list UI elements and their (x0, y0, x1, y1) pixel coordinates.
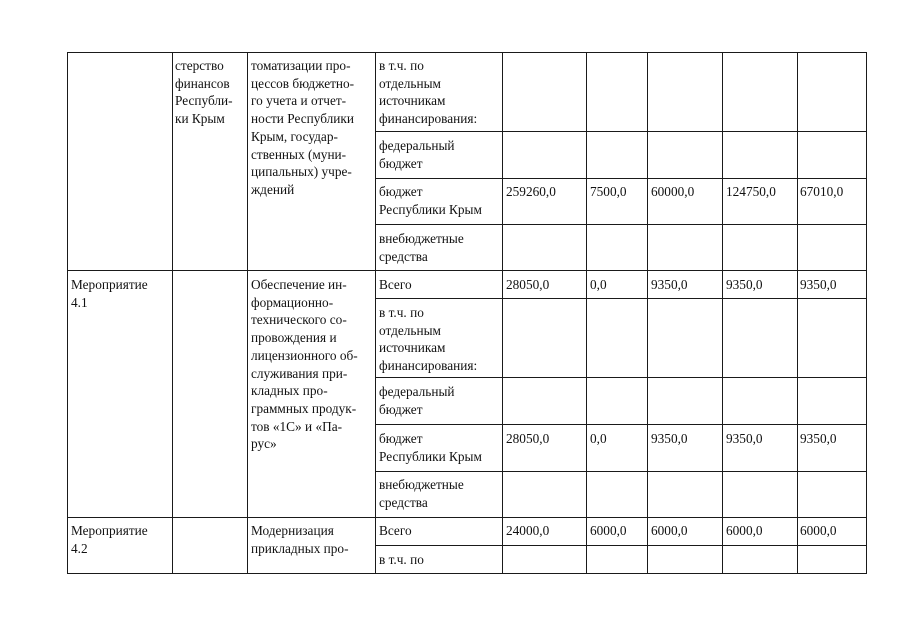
amount-total: 28050,0 (506, 277, 550, 292)
amount-year: 9350,0 (726, 277, 763, 292)
row-divider (375, 545, 867, 546)
amount-year: 124750,0 (726, 184, 776, 199)
row-divider (375, 131, 867, 132)
activity-name: Мероприятие 4.2 (71, 523, 148, 556)
amount-year: 60000,0 (651, 184, 695, 199)
funding-source-label: в т.ч. по (379, 552, 424, 567)
amount-year: 9350,0 (800, 277, 837, 292)
funding-source-label: внебюджетные средства (379, 477, 464, 510)
column-divider (502, 52, 503, 574)
amount-year: 6000,0 (651, 523, 688, 538)
row-divider (375, 224, 867, 225)
amount-year: 6000,0 (590, 523, 627, 538)
amount-total: 28050,0 (506, 431, 550, 446)
column-divider (375, 52, 376, 574)
amount-year: 7500,0 (590, 184, 627, 199)
funding-source-label: федеральный бюджет (379, 138, 455, 171)
activity-description: томатизации про- цессов бюджетно- го учета и отчет- ности Республики Крым, государ- ственных (муни- ципальных) учре- ждений (251, 58, 355, 197)
row-divider (375, 424, 867, 425)
column-divider (586, 52, 587, 574)
table-border-top (67, 52, 867, 53)
funding-source-label: бюджет Республики Крым (379, 431, 482, 464)
column-divider (247, 52, 248, 574)
column-divider (67, 52, 68, 574)
activity-name: Мероприятие 4.1 (71, 277, 148, 310)
row-divider (375, 377, 867, 378)
activity-description: Модернизация прикладных про- (251, 523, 349, 556)
amount-year: 67010,0 (800, 184, 844, 199)
funding-source-label: внебюджетные средства (379, 231, 464, 264)
row-divider (67, 270, 867, 271)
funding-source-label: федеральный бюджет (379, 384, 455, 417)
amount-year: 6000,0 (726, 523, 763, 538)
executor-cell: стерство финансов Республи- ки Крым (175, 58, 233, 127)
column-divider (797, 52, 798, 574)
row-divider (375, 178, 867, 179)
funding-source-label: Всего (379, 523, 412, 538)
amount-year: 9350,0 (651, 277, 688, 292)
amount-total: 24000,0 (506, 523, 550, 538)
amount-year: 9350,0 (800, 431, 837, 446)
activity-description: Обеспечение ин- формационно- технического со- провождения и лицензионного об- служивания при- кладных про- граммных продук- тов «1С» и «Па- рус» (251, 277, 358, 452)
row-divider (67, 517, 867, 518)
funding-source-label: в т.ч. по отдельным источникам финансирования: (379, 58, 478, 127)
column-divider (722, 52, 723, 574)
row-divider (375, 298, 867, 299)
funding-source-label: Всего (379, 277, 412, 292)
amount-year: 0,0 (590, 277, 607, 292)
column-divider (647, 52, 648, 574)
column-divider (172, 52, 173, 574)
funding-source-label: в т.ч. по отдельным источникам финансирования: (379, 305, 478, 374)
amount-year: 9350,0 (651, 431, 688, 446)
table-border-right (866, 52, 867, 574)
row-divider (375, 471, 867, 472)
amount-total: 259260,0 (506, 184, 556, 199)
amount-year: 0,0 (590, 431, 607, 446)
table-border-bottom (67, 573, 867, 574)
amount-year: 9350,0 (726, 431, 763, 446)
funding-source-label: бюджет Республики Крым (379, 184, 482, 217)
amount-year: 6000,0 (800, 523, 837, 538)
